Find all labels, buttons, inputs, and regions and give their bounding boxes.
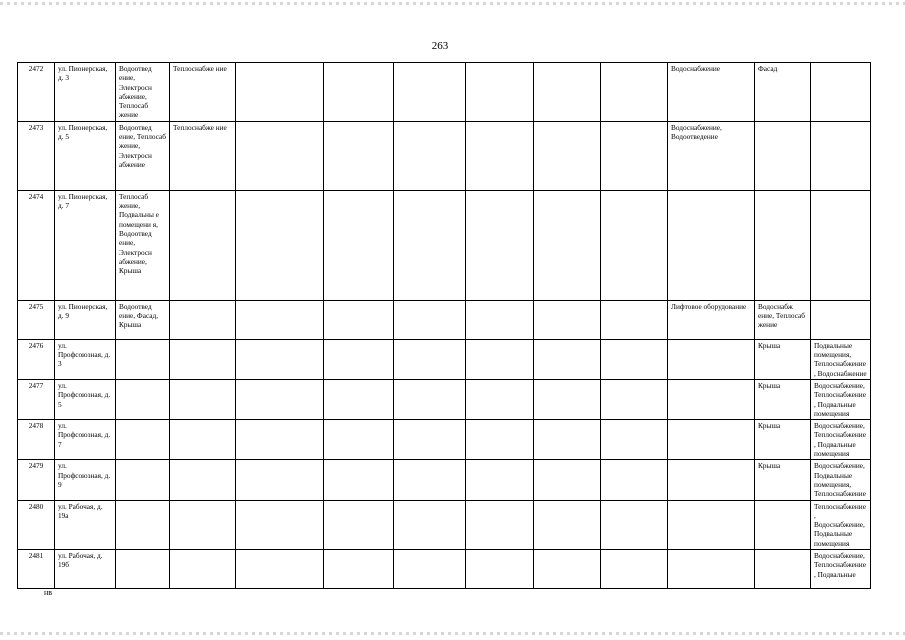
table-cell — [601, 550, 668, 589]
table-cell — [601, 63, 668, 122]
table-cell — [534, 121, 601, 190]
table-cell — [601, 300, 668, 339]
table-row — [18, 339, 871, 379]
table-cell — [601, 339, 668, 379]
table-cell — [116, 460, 170, 500]
address-cell: ул. Пионерская, д. 7 — [55, 190, 116, 300]
table-cell: Крыша — [755, 420, 811, 460]
address-cell: ул. Пионерская, д. 9 — [55, 300, 116, 339]
table-cell: Крыша — [755, 379, 811, 419]
table-row — [18, 379, 871, 419]
table-cell: Фасад — [755, 63, 811, 122]
table-cell — [811, 190, 871, 300]
table-cell — [116, 550, 170, 589]
table-cell — [755, 550, 811, 589]
table-cell — [668, 190, 755, 300]
table-cell — [534, 500, 601, 549]
table-cell — [170, 500, 236, 549]
footer-mark: нв — [44, 588, 53, 597]
table-cell — [236, 379, 324, 419]
table-cell — [601, 379, 668, 419]
row-number-cell: 2481 — [18, 550, 55, 589]
table-cell — [466, 63, 534, 122]
table-cell: Водоснабжение, Теплоснабжение, Подвальные помещения — [811, 420, 871, 460]
table-cell — [466, 550, 534, 589]
table-cell — [236, 300, 324, 339]
table-cell — [170, 460, 236, 500]
table-cell — [236, 63, 324, 122]
row-number-cell: 2476 — [18, 339, 55, 379]
table-cell: Водоснабжение, Теплоснабжение, Подвальные помещения — [811, 379, 871, 419]
table-cell — [236, 339, 324, 379]
table-cell — [236, 460, 324, 500]
table-cell — [324, 379, 394, 419]
table-cell: Крыша — [755, 339, 811, 379]
table-cell: Водоотвед ение, Фасад, Крыша — [116, 300, 170, 339]
table-cell: Теплосаб жение, Подвальны е помещени я, Водоотвед ение, Электросн абжение, Крыша — [116, 190, 170, 300]
table-cell: Теплоснабже ние — [170, 121, 236, 190]
row-number-cell: 2472 — [18, 63, 55, 122]
table-cell: Теплоснабжение, Водоснабжение, Подвальные помещения — [811, 500, 871, 549]
table-cell — [466, 190, 534, 300]
table-cell — [394, 379, 466, 419]
table-cell — [811, 63, 871, 122]
table-cell — [601, 121, 668, 190]
table-cell — [170, 420, 236, 460]
row-number-cell: 2473 — [18, 121, 55, 190]
table-cell — [668, 500, 755, 549]
table-cell — [170, 300, 236, 339]
table-cell — [324, 500, 394, 549]
table-cell — [668, 379, 755, 419]
table-cell — [116, 500, 170, 549]
table-cell — [170, 339, 236, 379]
table-row — [18, 121, 871, 190]
table-cell — [601, 500, 668, 549]
table-cell — [466, 420, 534, 460]
table-cell: Водоснабжение, Подвальные помещения, Теплоснабжение — [811, 460, 871, 500]
table-cell — [394, 121, 466, 190]
table-cell — [394, 500, 466, 549]
table-cell — [394, 339, 466, 379]
table-cell: Водоснабж ение, Теплосаб жение — [755, 300, 811, 339]
table-row — [18, 300, 871, 339]
table-cell — [394, 550, 466, 589]
table-cell — [116, 420, 170, 460]
table-cell — [755, 500, 811, 549]
table-cell — [668, 460, 755, 500]
table-cell: Водоснабжение, Теплоснабжение, Подвальные — [811, 550, 871, 589]
table-cell: Крыша — [755, 460, 811, 500]
table-cell: Подвальные помещения, Теплоснабжение, Водоснабжение — [811, 339, 871, 379]
table-cell — [394, 63, 466, 122]
address-cell: ул. Рабочая, д. 19а — [55, 500, 116, 549]
address-cell: ул. Профсоюзная, д. 5 — [55, 379, 116, 419]
table-cell — [394, 460, 466, 500]
table-cell — [534, 379, 601, 419]
table-cell — [755, 121, 811, 190]
scan-edge-bottom — [0, 632, 905, 635]
table-cell — [116, 379, 170, 419]
table-cell — [466, 500, 534, 549]
table-cell — [236, 420, 324, 460]
table-cell — [668, 550, 755, 589]
table-cell — [324, 300, 394, 339]
table-cell — [534, 190, 601, 300]
table-row — [18, 500, 871, 549]
table-cell — [324, 420, 394, 460]
table-cell — [466, 121, 534, 190]
row-number-cell: 2477 — [18, 379, 55, 419]
row-number-cell: 2480 — [18, 500, 55, 549]
scan-edge-top — [0, 2, 905, 5]
table-cell — [324, 121, 394, 190]
address-cell: ул. Пионерская, д. 5 — [55, 121, 116, 190]
address-cell: ул. Рабочая, д. 19б — [55, 550, 116, 589]
table-cell — [116, 339, 170, 379]
table-cell — [668, 420, 755, 460]
table-cell — [811, 300, 871, 339]
table-cell — [466, 460, 534, 500]
table-row — [18, 460, 871, 500]
table-cell — [668, 339, 755, 379]
address-cell: ул. Пионерская, д. 3 — [55, 63, 116, 122]
table-cell: Водоотвед ение, Теплосаб жение, Электросн абжение — [116, 121, 170, 190]
table-cell — [394, 300, 466, 339]
table-cell — [534, 339, 601, 379]
table-cell — [601, 460, 668, 500]
table-row — [18, 190, 871, 300]
table-cell — [236, 121, 324, 190]
table-cell — [534, 460, 601, 500]
table-cell: Водоснабжение — [668, 63, 755, 122]
table-cell — [534, 420, 601, 460]
table-cell: Водоснабжение, Водоотведение — [668, 121, 755, 190]
table-cell — [394, 190, 466, 300]
address-cell: ул. Профсоюзная, д. 3 — [55, 339, 116, 379]
table-cell — [601, 190, 668, 300]
table-cell — [170, 190, 236, 300]
table-cell — [601, 420, 668, 460]
table-cell — [236, 550, 324, 589]
table-cell — [466, 379, 534, 419]
table-cell — [534, 300, 601, 339]
table-cell — [324, 550, 394, 589]
table-row — [18, 63, 871, 122]
row-number-cell: 2474 — [18, 190, 55, 300]
row-number-cell: 2479 — [18, 460, 55, 500]
repair-schedule-table — [17, 62, 871, 589]
table-cell: Лифтовое оборудование — [668, 300, 755, 339]
table-cell — [324, 339, 394, 379]
table-cell — [236, 500, 324, 549]
page-number: 263 — [431, 40, 449, 52]
table-cell: Водоотвед ение, Электросн абжение, Теплосаб жение — [116, 63, 170, 122]
table-cell: Теплоснабже ние — [170, 63, 236, 122]
address-cell: ул. Профсоюзная, д. 7 — [55, 420, 116, 460]
table-cell — [324, 190, 394, 300]
table-cell — [324, 460, 394, 500]
row-number-cell: 2478 — [18, 420, 55, 460]
address-cell: ул. Профсоюзная, д. 9 — [55, 460, 116, 500]
table-row — [18, 420, 871, 460]
table-cell — [324, 63, 394, 122]
table-cell — [755, 190, 811, 300]
table-cell — [170, 550, 236, 589]
table-cell — [466, 339, 534, 379]
table-cell — [534, 550, 601, 589]
table-cell — [170, 379, 236, 419]
table-cell — [236, 190, 324, 300]
table-cell — [811, 121, 871, 190]
table-cell — [534, 63, 601, 122]
table-cell — [394, 420, 466, 460]
table-row — [18, 550, 871, 589]
table-cell — [466, 300, 534, 339]
row-number-cell: 2475 — [18, 300, 55, 339]
